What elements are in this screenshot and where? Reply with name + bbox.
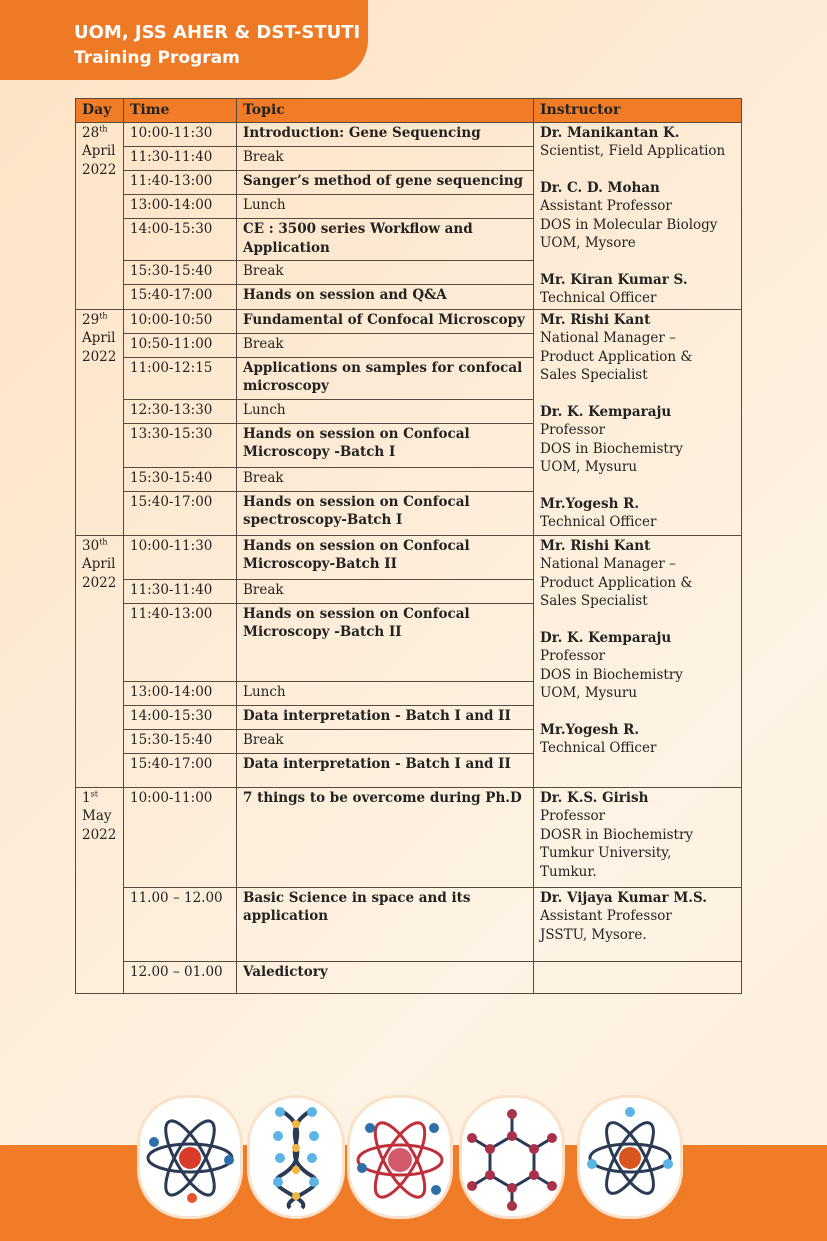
topic-cell: Applications on samples for confocal microscopy bbox=[237, 357, 534, 399]
instructor-detail: DOS in Molecular Biology bbox=[540, 216, 718, 233]
topic-cell: Break bbox=[237, 579, 534, 603]
time-cell: 14:00-15:30 bbox=[124, 705, 237, 729]
header-day: Day bbox=[76, 99, 124, 123]
header-title: UOM, JSS AHER & DST-STUTI bbox=[74, 22, 361, 43]
dna-icon bbox=[250, 1098, 342, 1216]
topic-cell: Sanger’s method of gene sequencing bbox=[237, 170, 534, 194]
topic-cell: Data interpretation - Batch I and II bbox=[237, 753, 534, 787]
topic-cell: Break bbox=[237, 261, 534, 285]
time-cell: 11:40-13:00 bbox=[124, 603, 237, 681]
instructor-detail: Assistant Professor bbox=[540, 198, 672, 214]
table-row bbox=[76, 787, 742, 887]
topic-cell: Break bbox=[237, 467, 534, 491]
instructor-name: Mr. Rishi Kant bbox=[540, 537, 651, 554]
instructor-name: Dr. Manikantan K. bbox=[540, 124, 680, 141]
day-date bbox=[82, 124, 117, 143]
time-cell: 13:30-15:30 bbox=[124, 423, 237, 467]
topic-cell: Hands on session on Confocal Microscopy -Batch II bbox=[237, 603, 534, 681]
time-cell: 12.00 – 01.00 bbox=[124, 961, 237, 993]
time-cell: 10:00-11:30 bbox=[124, 535, 237, 579]
instructor-name: Dr. K.S. Girish bbox=[540, 789, 649, 806]
topic-cell: 7 things to be overcome during Ph.D bbox=[237, 787, 534, 887]
instructor-block bbox=[540, 629, 735, 703]
instructor-block bbox=[540, 124, 735, 161]
instructor-name: Dr. Vijaya Kumar M.S. bbox=[540, 889, 707, 906]
time-cell: 10:00-10:50 bbox=[124, 309, 237, 333]
time-cell: 12:30-13:30 bbox=[124, 399, 237, 423]
instructor-cell bbox=[534, 787, 742, 887]
topic-cell: Fundamental of Confocal Microscopy bbox=[237, 309, 534, 333]
day-month: April bbox=[82, 556, 116, 572]
instructor-detail: Product Application & bbox=[540, 574, 693, 591]
day-number: 29 bbox=[82, 311, 100, 328]
instructor-block bbox=[540, 179, 735, 253]
instructor-detail: National Manager – bbox=[540, 556, 676, 572]
day-month: May bbox=[82, 808, 112, 824]
instructor-detail: National Manager – bbox=[540, 330, 676, 346]
time-cell: 11:40-13:00 bbox=[124, 170, 237, 194]
header-topic: Topic bbox=[237, 99, 534, 123]
instructor-detail: Sales Specialist bbox=[540, 593, 648, 609]
day-number: 1 bbox=[82, 789, 91, 806]
instructor-block bbox=[540, 311, 735, 385]
instructor-detail: Professor bbox=[540, 648, 606, 664]
instructor-name: Dr. C. D. Mohan bbox=[540, 179, 660, 196]
time-cell: 11:00-12:15 bbox=[124, 357, 237, 399]
instructor-cell bbox=[534, 887, 742, 961]
time-cell: 11:30-11:40 bbox=[124, 146, 237, 170]
time-cell: 15:40-17:00 bbox=[124, 285, 237, 309]
day-month: April bbox=[82, 330, 116, 346]
table-row bbox=[76, 122, 742, 146]
time-cell: 15:30-15:40 bbox=[124, 261, 237, 285]
instructor-cell bbox=[534, 961, 742, 993]
instructor-detail: Sales Specialist bbox=[540, 367, 648, 383]
time-cell: 15:40-17:00 bbox=[124, 491, 237, 535]
molecule-icon bbox=[462, 1098, 562, 1216]
topic-cell: Lunch bbox=[237, 194, 534, 218]
topic-cell: Hands on session on Confocal Microscopy -Batch I bbox=[237, 423, 534, 467]
instructor-detail: Tumkur. bbox=[540, 863, 597, 880]
instructor-cell bbox=[534, 535, 742, 787]
day-date bbox=[82, 789, 117, 808]
instructor-name: Dr. K. Kemparaju bbox=[540, 629, 672, 646]
day-number: 28 bbox=[82, 124, 100, 141]
topic-cell: Valedictory bbox=[237, 961, 534, 993]
instructor-detail: DOS in Biochemistry bbox=[540, 666, 683, 683]
topic-cell: Hands on session on Confocal spectroscopy-Batch I bbox=[237, 491, 534, 535]
day-cell bbox=[76, 122, 124, 309]
instructor-detail: DOS in Biochemistry bbox=[540, 440, 683, 457]
atom-icon bbox=[140, 1098, 240, 1216]
day-cell bbox=[76, 309, 124, 535]
instructor-detail: Scientist, Field Application bbox=[540, 143, 726, 159]
instructor-name: Dr. K. Kemparaju bbox=[540, 403, 672, 420]
table-row bbox=[76, 961, 742, 993]
topic-cell: CE : 3500 series Workflow and Application bbox=[237, 219, 534, 261]
day-suffix: th bbox=[99, 311, 108, 320]
time-cell: 10:00-11:30 bbox=[124, 122, 237, 146]
schedule-table bbox=[75, 98, 742, 994]
time-cell: 15:30-15:40 bbox=[124, 729, 237, 753]
instructor-detail: Tumkur University, bbox=[540, 845, 672, 861]
topic-cell: Lunch bbox=[237, 681, 534, 705]
time-cell: 15:40-17:00 bbox=[124, 753, 237, 787]
instructor-detail: UOM, Mysuru bbox=[540, 685, 638, 701]
time-cell: 10:50-11:00 bbox=[124, 333, 237, 357]
instructor-detail: Technical Officer bbox=[540, 514, 657, 530]
day-number: 30 bbox=[82, 537, 100, 554]
topic-cell: Hands on session on Confocal Microscopy-Batch II bbox=[237, 535, 534, 579]
topic-cell: Break bbox=[237, 729, 534, 753]
day-cell bbox=[76, 535, 124, 787]
header-banner bbox=[0, 0, 368, 80]
instructor-cell bbox=[534, 309, 742, 535]
topic-cell: Lunch bbox=[237, 399, 534, 423]
instructor-detail: Technical Officer bbox=[540, 740, 657, 756]
time-cell: 13:00-14:00 bbox=[124, 194, 237, 218]
topic-cell: Data interpretation - Batch I and II bbox=[237, 705, 534, 729]
day-date bbox=[82, 311, 117, 330]
header-instructor: Instructor bbox=[534, 99, 742, 123]
instructor-block bbox=[540, 495, 735, 532]
topic-cell: Introduction: Gene Sequencing bbox=[237, 122, 534, 146]
atom-icon bbox=[350, 1098, 450, 1216]
day-suffix: st bbox=[90, 789, 98, 798]
day-suffix: th bbox=[99, 537, 108, 546]
day-year: 2022 bbox=[82, 348, 117, 365]
topic-cell: Break bbox=[237, 146, 534, 170]
instructor-detail: Assistant Professor bbox=[540, 908, 672, 924]
header-time: Time bbox=[124, 99, 237, 123]
instructor-block bbox=[540, 537, 735, 611]
instructor-name: Mr. Kiran Kumar S. bbox=[540, 271, 688, 288]
instructor-name: Mr.Yogesh R. bbox=[540, 495, 640, 512]
day-month: April bbox=[82, 143, 116, 159]
day-year: 2022 bbox=[82, 574, 117, 591]
day-year: 2022 bbox=[82, 161, 117, 178]
instructor-detail: UOM, Mysore bbox=[540, 235, 636, 251]
header-subtitle: Training Program bbox=[74, 48, 240, 68]
table-row bbox=[76, 535, 742, 579]
topic-cell: Basic Science in space and its application bbox=[237, 887, 534, 961]
time-cell: 13:00-14:00 bbox=[124, 681, 237, 705]
instructor-detail: Professor bbox=[540, 808, 606, 824]
instructor-block bbox=[540, 889, 735, 945]
instructor-detail: Technical Officer bbox=[540, 290, 657, 306]
table-row bbox=[76, 887, 742, 961]
topic-cell: Hands on session and Q&A bbox=[237, 285, 534, 309]
instructor-block bbox=[540, 789, 735, 882]
instructor-name: Mr.Yogesh R. bbox=[540, 721, 640, 738]
instructor-detail: JSSTU, Mysore. bbox=[540, 926, 647, 943]
instructor-detail: DOSR in Biochemistry bbox=[540, 826, 694, 843]
instructor-block bbox=[540, 403, 735, 477]
day-cell bbox=[76, 787, 124, 993]
atom-icon bbox=[580, 1098, 680, 1216]
instructor-cell bbox=[534, 122, 742, 309]
time-cell: 14:00-15:30 bbox=[124, 219, 237, 261]
instructor-block bbox=[540, 721, 735, 758]
instructor-block bbox=[540, 271, 735, 308]
time-cell: 10:00-11:00 bbox=[124, 787, 237, 887]
instructor-detail: Product Application & bbox=[540, 348, 693, 365]
instructor-detail: Professor bbox=[540, 422, 606, 438]
table-header-row bbox=[76, 99, 742, 123]
day-date bbox=[82, 537, 117, 556]
time-cell: 15:30-15:40 bbox=[124, 467, 237, 491]
topic-cell: Break bbox=[237, 333, 534, 357]
table-row bbox=[76, 309, 742, 333]
instructor-name: Mr. Rishi Kant bbox=[540, 311, 651, 328]
time-cell: 11.00 – 12.00 bbox=[124, 887, 237, 961]
day-suffix: th bbox=[99, 124, 108, 133]
day-year: 2022 bbox=[82, 826, 117, 843]
time-cell: 11:30-11:40 bbox=[124, 579, 237, 603]
instructor-detail: UOM, Mysuru bbox=[540, 459, 638, 475]
